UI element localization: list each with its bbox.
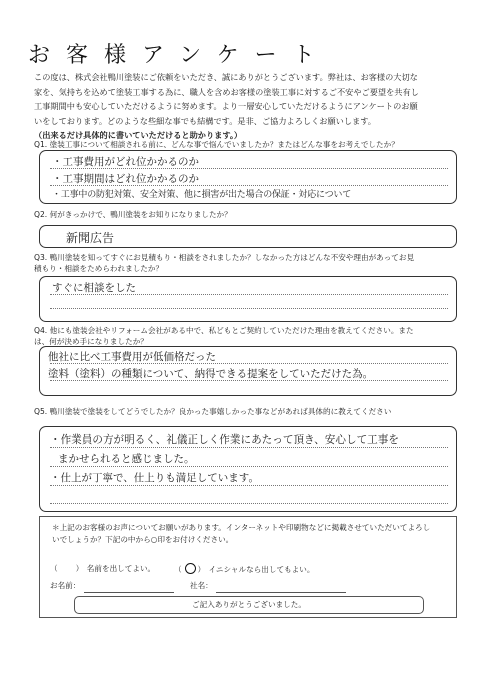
question-2-label: Q2. 何がきっかけで、鴨川塗装をお知りになりましたか？ — [34, 210, 232, 219]
option-initial[interactable] — [174, 563, 314, 575]
answer-text: 新聞広告 — [66, 231, 115, 245]
intro-text — [34, 70, 459, 143]
answer-text: まかせられると感じました。 — [58, 453, 195, 465]
answer-rule — [50, 308, 448, 309]
answer-text: すぐに相談をした — [52, 282, 136, 294]
company-field[interactable] — [216, 592, 346, 593]
answer-box-1 — [39, 150, 457, 204]
thanks-message: ご記入ありがとうございました。 — [74, 596, 424, 614]
consent-text — [52, 522, 452, 546]
name-label: お名前： — [50, 581, 81, 590]
answer-box-4 — [39, 346, 457, 396]
consent-line: いでしょうか？下記の中から○印をお付けください。 — [52, 535, 234, 544]
name-field[interactable] — [84, 592, 174, 593]
intro-line: 家を、気持ちを込めて塗装工事する為に、職人を含めお客様の塗装工事に対するご不安やご要望を共有し — [34, 86, 419, 97]
question-label-line: は、何が決め手になりましたか？ — [34, 337, 148, 346]
answer-box-2 — [39, 225, 457, 248]
option-name[interactable] — [50, 563, 155, 574]
consent-line: ＊上記のお客様のお声についてお願いがあります。インターネットや印刷物などに掲載させていただいてよろし — [52, 523, 431, 532]
intro-note: （出来るだけ具体的に書いていただけると助かります。） — [34, 130, 243, 140]
intro-line: 工事期間中も安心していただけるように努めます。より一層安心していただけるようにアンケートのお願 — [34, 101, 418, 111]
circle-mark-icon — [185, 563, 196, 574]
answer-box-5 — [39, 426, 457, 512]
answer-text: ・作業員の方が明るく、礼儀正しく作業にあたって頂き、安心して工事を — [50, 434, 399, 446]
answer-box-3 — [39, 276, 457, 322]
answer-text: ・工事期間はどれ位かかるのか — [52, 173, 199, 185]
answer-text: 他社に比べ工事費用が低価格だった — [48, 351, 216, 363]
answer-rule — [50, 447, 448, 448]
answer-text: ・工事中の防犯対策、安全対策、他に損害が出た場合の保証・対応について — [52, 190, 352, 200]
option-label: イニシャルなら出してもよい。 — [208, 565, 315, 574]
answer-rule — [50, 503, 448, 504]
answer-text: 塗料（塗料）の種類について、納得できる提案をしていただけた為。 — [48, 368, 374, 380]
question-5-label: Q5. 鴨川塗装で塗装をしてどうでしたか？良かった事嬉しかった事などがあれば具体的に教えてください — [34, 407, 392, 416]
question-label-line: Q3. 鴨川塗装を知ってすぐにお見積もり・相談をされましたか？しなかった方はどんな不安や理由があってお見 — [34, 253, 415, 262]
option-checkbox[interactable]: （ ） — [50, 564, 85, 573]
consent-box — [39, 516, 457, 618]
answer-rule — [50, 466, 448, 467]
answer-text: ・工事費用がどれ位かかるのか — [52, 156, 199, 168]
question-label-line: 積もり・相談をためらわれましたか？ — [34, 264, 164, 273]
intro-line: いをしております。どのような些細な事でも結構です。是非、ご協力よろしくお願いします。 — [34, 115, 376, 126]
option-checkbox-selected[interactable]: （ ） — [174, 565, 207, 574]
answer-rule — [50, 485, 448, 486]
question-3-label — [34, 252, 464, 274]
question-4-label — [34, 325, 464, 347]
company-label: 社名： — [190, 581, 213, 590]
intro-line: この度は、株式会社鴨川塗装にご依頼をいただき、誠にありがとうございます。弊社は、お客様の大切な — [34, 72, 418, 82]
question-1-label: Q1. 塗装工事について相談される前に、どんな事で悩んでいましたか？またはどんな事をお考えでしたか？ — [34, 140, 399, 149]
page-title: お客様アンケート — [28, 43, 331, 68]
question-label-line: Q4. 他にも塗装会社やリフォーム会社がある中で、私どもとご契約していただけた理由を教えてください。また — [34, 326, 414, 335]
option-label: 名前を出してよい。 — [86, 564, 156, 573]
answer-text: ・仕上が丁寧で、仕上りも満足しています。 — [50, 472, 259, 484]
